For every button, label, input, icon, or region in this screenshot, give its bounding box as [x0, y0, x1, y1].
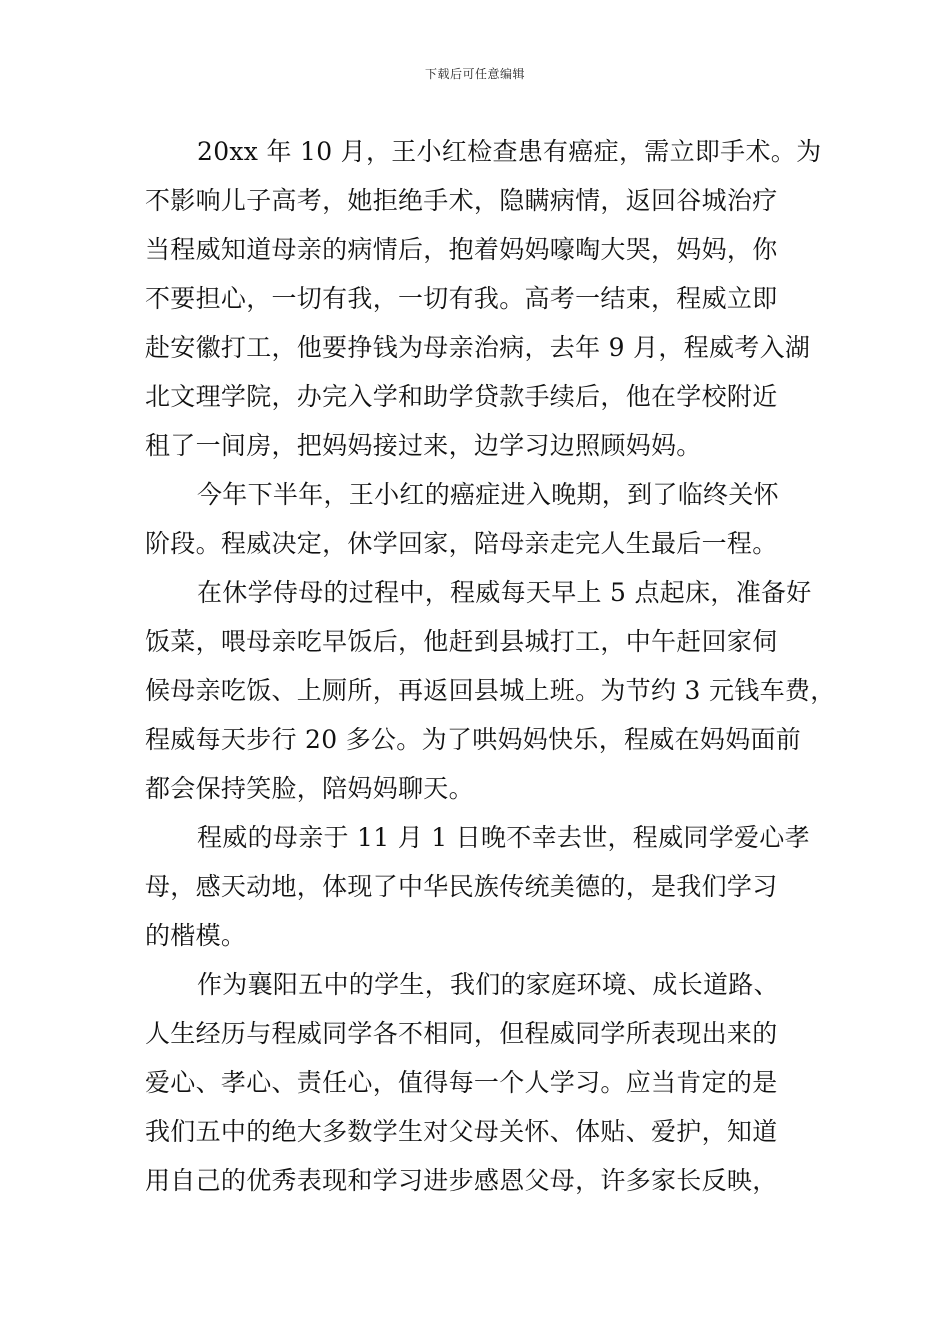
paragraph-3-line-2: 饭菜，喂母亲吃早饭后，他赶到县城打工，中午赶回家伺: [145, 627, 778, 656]
paragraph-1-line-6: 北文理学院，办完入学和助学贷款手续后，他在学校附近: [145, 382, 778, 411]
paragraph-4-line-3: 的楷模。: [145, 921, 247, 950]
paragraph-5-line-5: 用自己的优秀表现和学习进步感恩父母，许多家长反映，: [145, 1166, 778, 1195]
paragraph-1-line-4: 不要担心，一切有我，一切有我。高考一结束，程威立即: [145, 284, 778, 313]
paragraph-3-line-5: 都会保持笑脸，陪妈妈聊天。: [145, 774, 474, 803]
paragraph-1-line-7: 租了一间房，把妈妈接过来，边学习边照顾妈妈。: [145, 431, 702, 460]
body-text: [145, 127, 836, 1205]
paragraph-2-line-1: 今年下半年，王小红的癌症进入晚期，到了临终关怀: [197, 480, 779, 509]
paragraph-4-line-2: 母，感天动地，体现了中华民族传统美德的，是我们学习: [145, 872, 778, 901]
paragraph-1-line-5: 赴安徽打工，他要挣钱为母亲治病，去年 9 月，程威考入湖: [145, 333, 811, 362]
paragraph-5-line-2: 人生经历与程威同学各不相同，但程威同学所表现出来的: [145, 1019, 778, 1048]
paragraph-5-line-3: 爱心、孝心、责任心，值得每一个人学习。应当肯定的是: [145, 1068, 778, 1097]
paragraph-3-line-1: 在休学侍母的过程中，程威每天早上 5 点起床，准备好: [197, 578, 812, 607]
paragraph-1-line-2: 不影响儿子高考，她拒绝手术，隐瞒病情，返回谷城治疗: [145, 186, 778, 215]
paragraph-1-line-3: 当程威知道母亲的病情后，抱着妈妈嚎啕大哭，妈妈，你: [145, 235, 778, 264]
paragraph-3-line-4: 程威每天步行 20 多公。为了哄妈妈快乐，程威在妈妈面前: [145, 725, 802, 754]
paragraph-3-line-3: 候母亲吃饭、上厕所，再返回县城上班。为节约 3 元钱车费，: [145, 676, 836, 705]
header-note: 下载后可任意编辑: [424, 67, 525, 81]
paragraph-2-line-2: 阶段。程威决定，休学回家，陪母亲走完人生最后一程。: [145, 529, 778, 558]
paragraph-5-line-1: 作为襄阳五中的学生，我们的家庭环境、成长道路、: [197, 970, 779, 999]
paragraph-1-line-1: 20xx 年 10 月，王小红检查患有癌症，需立即手术。为: [197, 137, 822, 166]
paragraph-4-line-1: 程威的母亲于 11 月 1 日晚不幸去世，程威同学爱心孝: [197, 823, 810, 852]
paragraph-5-line-4: 我们五中的绝大多数学生对父母关怀、体贴、爱护，知道: [145, 1117, 778, 1146]
